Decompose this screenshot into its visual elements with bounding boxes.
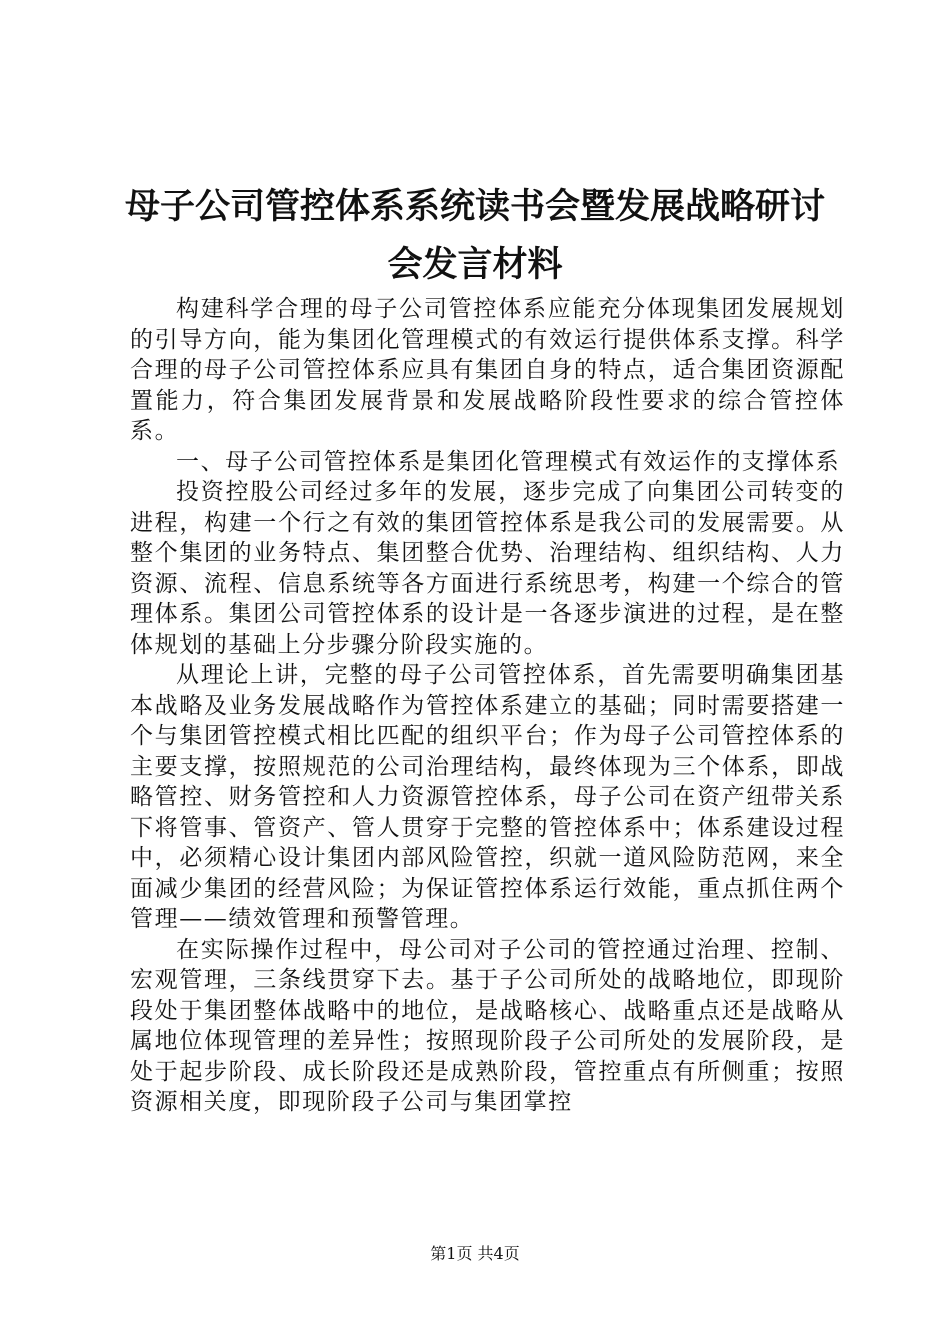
body-paragraph: 投资控股公司经过多年的发展，逐步完成了向集团公司转变的进程，构建一个行之有效的集团管控体系是我公司的发展需要。从整个集团的业务特点、集团整合优势、治理结构、组织结构、人力资源、流程、信息系统等各方面进行系统思考，构建一个综合的管理体系。集团公司管控体系的设计是一各逐步演进的过程，是在整体规划的基础上分步骤分阶段实施的。 — [130, 479, 845, 658]
page-number-footer: 第1页 共4页 — [430, 1244, 520, 1263]
section-heading: 一、母子公司管控体系是集团化管理模式有效运作的支撑体系 — [176, 448, 841, 475]
document-body — [130, 294, 845, 1118]
body-paragraph: 构建科学合理的母子公司管控体系应能充分体现集团发展规划的引导方向，能为集团化管理模式的有效运行提供体系支撑。科学合理的母子公司管控体系应具有集团自身的特点，适合集团资源配置能力，符合集团发展背景和发展战略阶段性要求的综合管控体系。 — [130, 296, 845, 444]
body-paragraph: 在实际操作过程中，母公司对子公司的管控通过治理、控制、宏观管理，三条线贯穿下去。基于子公司所处的战略地位，即现阶段处于集团整体战略中的地位，是战略核心、战略重点还是战略从属地位体现管理的差异性；按照现阶段子公司所处的发展阶段，是处于起步阶段、成长阶段还是成熟阶段，管控重点有所侧重；按照资源相关度，即现阶段子公司与集团掌控 — [130, 936, 845, 1115]
document-title: 母子公司管控体系系统读书会暨发展战略研讨会发言材料 — [124, 187, 825, 285]
body-paragraph: 从理论上讲，完整的母子公司管控体系，首先需要明确集团基本战略及业务发展战略作为管控体系建立的基础；同时需要搭建一个与集团管控模式相比匹配的组织平台；作为母子公司管控体系的主要支撑，按照规范的公司治理结构，最终体现为三个体系，即战略管控、财务管控和人力资源管控体系，母子公司在资产纽带关系下将管事、管资产、管人贯穿于完整的管控体系中；体系建设过程中，必须精心设计集团内部风险管控，织就一道风险防范网，来全面减少集团的经营风险；为保证管控体系运行效能，重点抓住两个管理——绩效管理和预警管理。 — [130, 662, 845, 932]
